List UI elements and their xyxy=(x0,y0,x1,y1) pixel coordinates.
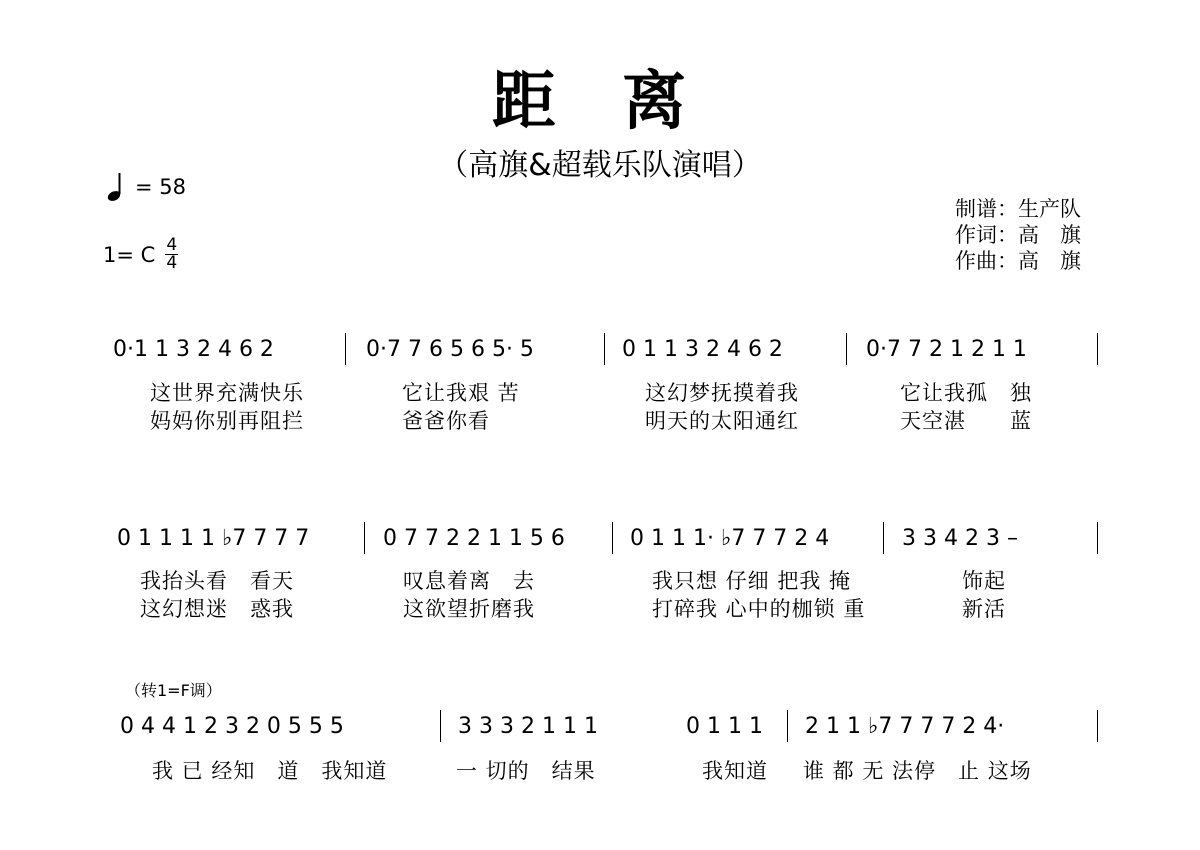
measure-10-notes: 3 3 3 2 1 1 1 xyxy=(458,714,598,739)
measure-11-notes: 0 1 1 1 xyxy=(686,714,763,739)
lyricist-credit: 作词：高 旗 xyxy=(955,223,1081,247)
measure-4-notes: 0·7 7 2 1 2 1 1 xyxy=(866,337,1027,362)
time-signature-top: 4 xyxy=(166,235,178,255)
lyric-line-1: 我知道 xyxy=(702,759,768,783)
lyric-line-1: 一 切的 结果 xyxy=(456,759,596,783)
quarter-note-icon xyxy=(107,172,125,202)
credits xyxy=(955,196,1081,274)
measure-3-notes: 0 1 1 3 2 4 6 2 xyxy=(622,337,783,362)
measure-9-notes: 0 4 4 1 2 3 2 0 5 5 5 xyxy=(120,714,344,739)
lyric-line-1: 我只想 仔细 把我 掩 xyxy=(652,569,852,593)
lyric-line-1: 这幻梦抚摸着我 xyxy=(645,381,799,405)
barline xyxy=(612,522,613,554)
lyric-line-1: 这世界充满快乐 xyxy=(150,381,304,405)
lyric-line-2: 明天的太阳通红 xyxy=(645,409,799,433)
time-signature-bottom: 4 xyxy=(166,253,178,273)
modulation-note: （转1=F调） xyxy=(125,681,222,700)
lyric-line-1: 我抬头看 看天 xyxy=(140,569,294,593)
measure-1-notes: 0·1 1 3 2 4 6 2 xyxy=(113,337,274,362)
measure-5-notes: 0 1 1 1 1 ♭7 7 7 7 xyxy=(117,526,310,551)
song-subtitle: （高旗&超载乐队演唱） xyxy=(438,148,762,183)
lyric-line-1: 饰起 xyxy=(962,569,1006,593)
lyric-line-2: 天空湛 蓝 xyxy=(900,409,1032,433)
key-signature xyxy=(103,237,178,272)
lyric-line-2: 打碎我 心中的枷锁 重 xyxy=(652,597,866,621)
key-text: 1= C xyxy=(103,242,156,267)
lyric-line-2: 这幻想迷 惑我 xyxy=(140,597,294,621)
composer-credit: 作曲：高 旗 xyxy=(955,249,1081,273)
barline xyxy=(846,333,847,365)
measure-7-notes: 0 1 1 1· ♭7 7 7 2 4 xyxy=(630,526,830,551)
barline xyxy=(604,333,605,365)
lyric-line-2: 这欲望折磨我 xyxy=(403,597,535,621)
lyric-line-1: 叹息着离 去 xyxy=(403,569,535,593)
lyric-line-2: 新活 xyxy=(962,597,1006,621)
barline xyxy=(1097,333,1098,365)
lyric-line-1: 我 已 经知 道 我知道 xyxy=(152,759,388,783)
barline xyxy=(345,333,346,365)
time-signature xyxy=(165,237,178,272)
barline xyxy=(1097,522,1098,554)
barline xyxy=(364,522,365,554)
lyric-line-2: 爸爸你看 xyxy=(402,409,490,433)
lyric-line-2: 妈妈你别再阻拦 xyxy=(150,409,304,433)
lyric-line-1: 它让我孤 独 xyxy=(900,381,1032,405)
tempo-value: = 58 xyxy=(135,175,186,199)
measure-12-notes: 2 1 1 ♭7 7 7 7 2 4· xyxy=(805,714,1005,739)
lyric-line-1: 它让我艰 苦 xyxy=(402,381,520,405)
measure-6-notes: 0 7 7 2 2 1 1 5 6 xyxy=(383,526,565,551)
lyric-line-1: 谁 都 无 法停 止 这场 xyxy=(803,759,1032,783)
measure-2-notes: 0·7 7 6 5 6 5· 5 xyxy=(366,337,534,362)
barline xyxy=(1097,710,1098,742)
barline xyxy=(440,710,441,742)
barline xyxy=(883,522,884,554)
tempo-marking xyxy=(107,172,186,202)
barline xyxy=(787,710,788,742)
song-title: 距 离 xyxy=(491,65,709,139)
arranger-credit: 制谱：生产队 xyxy=(955,197,1081,221)
measure-8-notes: 3 3 4 2 3 – xyxy=(902,526,1018,551)
